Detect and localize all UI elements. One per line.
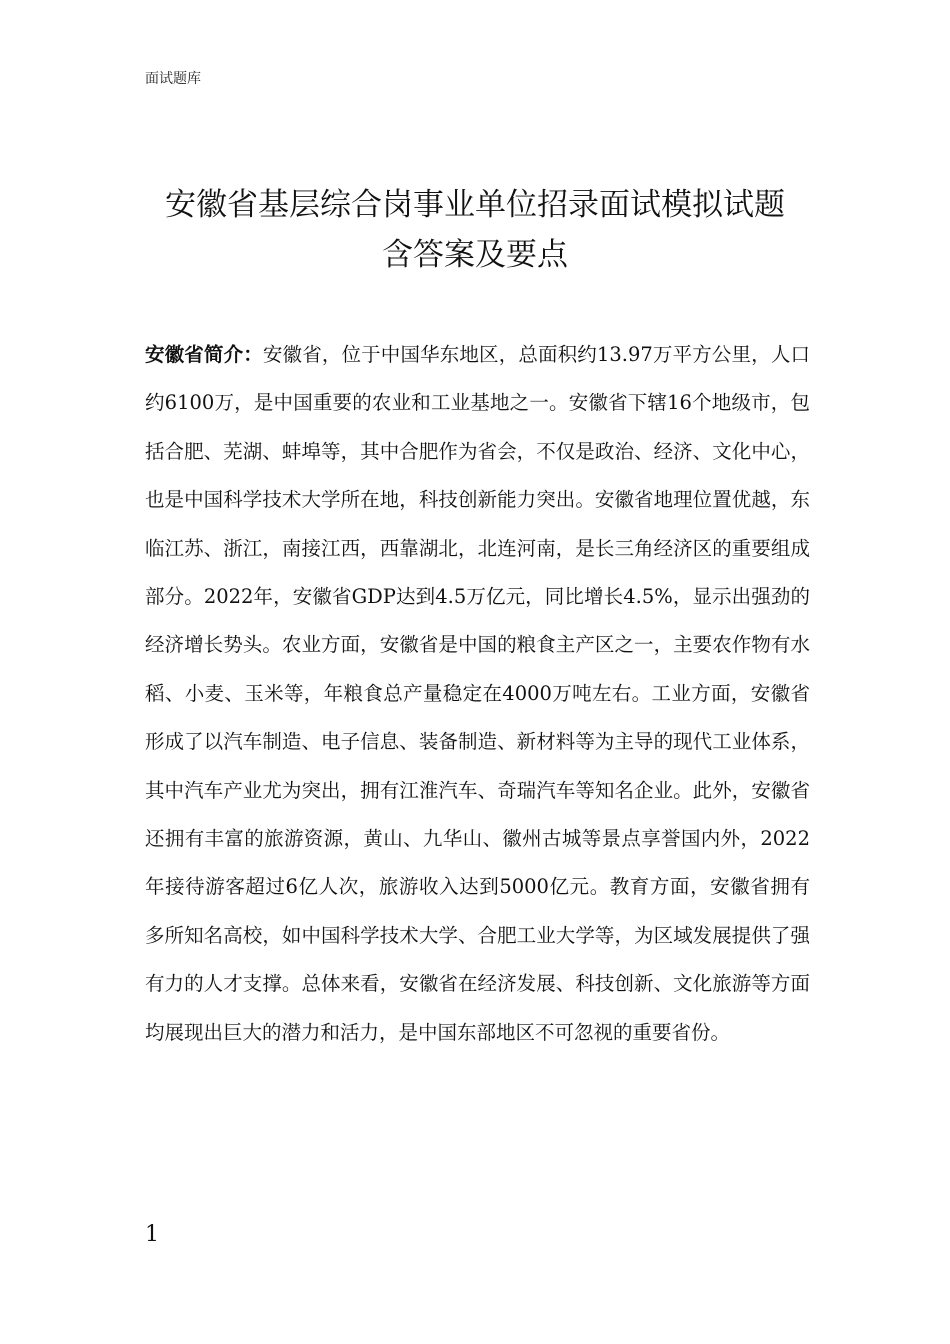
document-title	[120, 180, 830, 280]
intro-body: 安徽省，位于中国华东地区，总面积约13.97万平方公里，人口约6100万，是中国重要的农业和工业基地之一。安徽省下辖16个地级市，包括合肥、芜湖、蚌埠等，其中合肥作为省会，不仅是政治、经济、文化中心，也是中国科学技术大学所在地，科技创新能力突出。安徽省地理位置优越，东临江苏、浙江，南接江西，西靠湖北，北连河南，是长三角经济区的重要组成部分。2022年，安徽省GDP达到4.5万亿元，同比增长4.5%，显示出强劲的经济增长势头。农业方面，安徽省是中国的粮食主产区之一，主要农作物有水稻、小麦、玉米等，年粮食总产量稳定在4000万吨左右。工业方面，安徽省形成了以汽车制造、电子信息、装备制造、新材料等为主导的现代工业体系，其中汽车产业尤为突出，拥有江淮汽车、奇瑞汽车等知名企业。此外，安徽省还拥有丰富的旅游资源，黄山、九华山、徽州古城等景点享誉国内外，2022年接待游客超过6亿人次，旅游收入达到5000亿元。教育方面，安徽省拥有多所知名高校，如中国科学技术大学、合肥工业大学等，为区域发展提供了强有力的人才支撑。总体来看，安徽省在经济发展、科技创新、文化旅游等方面均展现出巨大的潜力和活力，是中国东部地区不可忽视的重要省份。	[145, 343, 810, 1044]
page-number: 1	[145, 1222, 159, 1247]
document-title-line-2: 含答案及要点	[382, 237, 568, 273]
page-header-label: 面试题库	[145, 71, 201, 87]
intro-label: 安徽省简介：	[145, 343, 263, 366]
intro-paragraph	[145, 331, 810, 1057]
document-title-line-1: 安徽省基层综合岗事业单位招录面试模拟试题	[165, 187, 785, 223]
